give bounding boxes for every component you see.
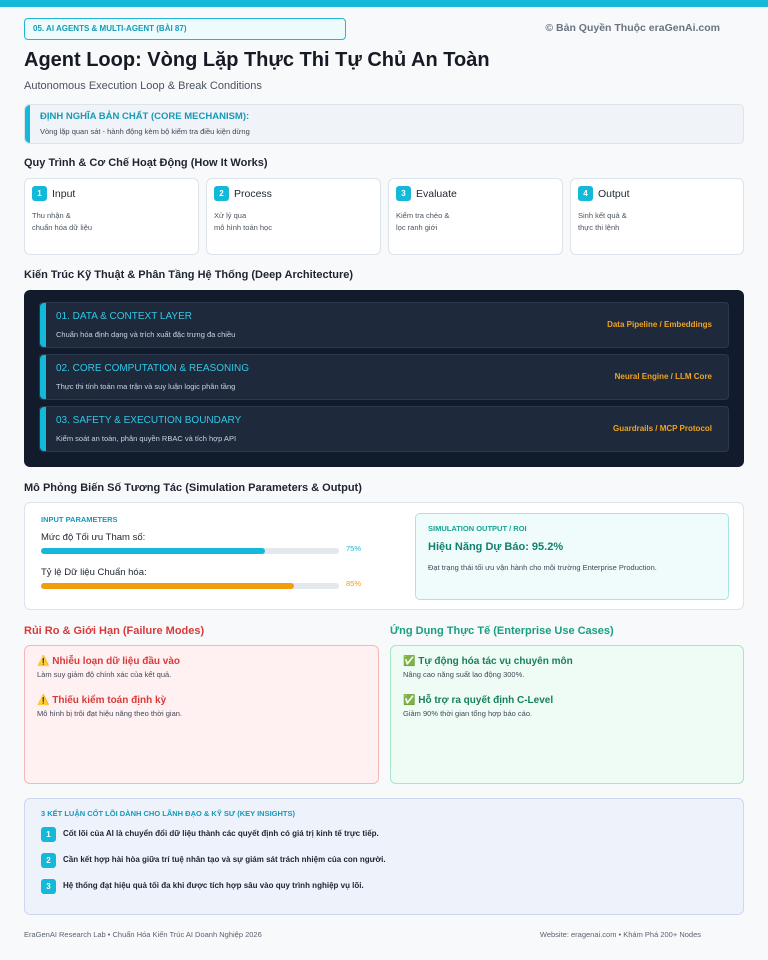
insight-text: Cốt lõi của AI là chuyển đổi dữ liệu thành các quyết định có giá trị kinh tế trực tiếp.: [63, 829, 379, 838]
definition-text: Vòng lặp quan sát - hành động kèm bộ kiểm tra điều kiện dừng: [40, 127, 250, 136]
layer-tech-tag: Data Pipeline / Embeddings: [607, 320, 712, 329]
step-description: Kiểm tra chéo & lọc ranh giới: [396, 211, 450, 232]
layer-description: Chuẩn hóa định dạng và trích xuất đặc trưng đa chiều: [56, 330, 236, 339]
output-value: Hiệu Năng Dự Báo: 95.2%: [428, 541, 564, 553]
risk-item-title: ⚠️ Thiếu kiểm toán định kỳ: [37, 695, 167, 706]
page-subtitle: Autonomous Execution Loop & Break Conditions: [24, 80, 262, 92]
definition-box: [24, 104, 744, 144]
insight-number-badge: 1: [41, 827, 56, 842]
layer-data-context: [39, 302, 729, 348]
insight-text: Cần kết hợp hài hòa giữa trí tuệ nhân tạo và sự giám sát trách nhiệm của con người.: [63, 855, 386, 864]
risk-item-title: ⚠️ Nhiễu loạn dữ liệu đầu vào: [37, 656, 181, 667]
usecase-item-description: Nâng cao năng suất lao động 300%.: [403, 670, 525, 679]
page-title: Agent Loop: Vòng Lặp Thực Thi Tự Chủ An Toàn: [24, 49, 490, 71]
step-number-badge: 4: [578, 186, 593, 201]
insight-number-badge: 3: [41, 879, 56, 894]
step-card-process: [206, 178, 381, 255]
output-label: SIMULATION OUTPUT / ROI: [428, 524, 527, 533]
layer-description: Thực thi tính toán ma trận và suy luận logic phân tầng: [56, 382, 236, 391]
step-description: Thu nhận & chuẩn hóa dữ liệu: [32, 211, 93, 232]
risk-item-description: Mô hình bị trôi đạt hiệu năng theo thời gian.: [37, 709, 183, 718]
step-card-input: [24, 178, 199, 255]
input-parameters-label: INPUT PARAMETERS: [41, 515, 118, 524]
layer-description: Kiểm soát an toàn, phân quyền RBAC và tích hợp API: [56, 434, 237, 443]
lesson-tag: 05. AI AGENTS & MULTI-AGENT (BÀI 87): [24, 18, 346, 40]
simulation-panel: [24, 502, 744, 610]
key-insights-panel: [24, 798, 744, 915]
step-number-badge: 2: [214, 186, 229, 201]
insights-label: 3 KẾT LUẬN CỐT LÕI DÀNH CHO LÃNH ĐẠO & KỸ SƯ (KEY INSIGHTS): [41, 809, 296, 818]
param-slider-fill: [41, 583, 294, 589]
layer-accent-bar: [40, 355, 46, 399]
step-name: Output: [598, 188, 630, 200]
param-percent: 75%: [346, 544, 362, 553]
copyright-notice: © Bản Quyền Thuộc eraGenAi.com: [545, 22, 720, 34]
usecases-panel: [390, 645, 744, 784]
step-card-output: [570, 178, 744, 255]
layer-core-computation: [39, 354, 729, 400]
insight-text: Hệ thống đạt hiệu quả tối đa khi được tích hợp sâu vào quy trình nghiệp vụ lõi.: [63, 881, 364, 890]
step-card-evaluate: [388, 178, 563, 255]
risks-heading: Rủi Ro & Giới Hạn (Failure Modes): [24, 625, 205, 637]
usecase-item-description: Giảm 90% thời gian tổng hợp báo cáo.: [403, 709, 533, 718]
param-label: Tỷ lệ Dữ liệu Chuẩn hóa:: [41, 567, 147, 578]
layer-title: 01. DATA & CONTEXT LAYER: [56, 311, 192, 322]
footer-lab-credit: EraGenAI Research Lab • Chuẩn Hóa Kiến Trúc AI Doanh Nghiệp 2026: [24, 930, 262, 939]
layer-title: 03. SAFETY & EXECUTION BOUNDARY: [56, 415, 242, 426]
risk-item-description: Làm suy giảm độ chính xác của kết quả.: [37, 670, 172, 679]
layer-tech-tag: Guardrails / MCP Protocol: [613, 424, 712, 433]
risks-panel: [24, 645, 379, 784]
layer-accent-bar: [40, 407, 46, 451]
definition-title: ĐỊNH NGHĨA BẢN CHẤT (CORE MECHANISM):: [40, 111, 250, 122]
simulation-output-card: [415, 513, 729, 600]
step-description: Sinh kết quả & thực thi lệnh: [578, 211, 627, 232]
param-slider-track[interactable]: [41, 583, 339, 589]
output-description: Đạt trạng thái tối ưu vận hành cho môi trường Enterprise Production.: [428, 563, 657, 572]
layer-title: 02. CORE COMPUTATION & REASONING: [56, 363, 249, 374]
step-number-badge: 1: [32, 186, 47, 201]
definition-accent-bar: [25, 105, 30, 143]
usecase-item-title: ✅ Tự động hóa tác vụ chuyên môn: [403, 656, 573, 667]
step-name: Process: [234, 188, 272, 200]
footer-website-link[interactable]: Website: eragenai.com • Khám Phá 200+ Nodes: [539, 930, 701, 939]
architecture-heading: Kiến Trúc Kỹ Thuật & Phân Tầng Hệ Thống (Deep Architecture): [24, 269, 354, 281]
top-accent-bar: [0, 0, 768, 7]
usecase-item-title: ✅ Hỗ trợ ra quyết định C-Level: [403, 695, 554, 706]
layer-safety-boundary: [39, 406, 729, 452]
step-description: Xử lý qua mô hình toán học: [214, 211, 272, 232]
param-percent: 85%: [346, 579, 362, 588]
architecture-panel: [24, 290, 744, 467]
workflow-heading: Quy Trình & Cơ Chế Hoạt Động (How It Works): [24, 157, 268, 169]
insight-number-badge: 2: [41, 853, 56, 868]
param-label: Mức độ Tối ưu Tham số:: [41, 532, 146, 543]
param-slider-track[interactable]: [41, 548, 339, 554]
step-name: Evaluate: [416, 188, 457, 200]
param-slider-fill: [41, 548, 265, 554]
step-name: Input: [52, 188, 76, 200]
simulation-heading: Mô Phỏng Biến Số Tương Tác (Simulation Parameters & Output): [24, 482, 362, 494]
layer-accent-bar: [40, 303, 46, 347]
layer-tech-tag: Neural Engine / LLM Core: [614, 372, 712, 381]
usecases-heading: Ứng Dụng Thực Tế (Enterprise Use Cases): [390, 625, 614, 637]
step-number-badge: 3: [396, 186, 411, 201]
